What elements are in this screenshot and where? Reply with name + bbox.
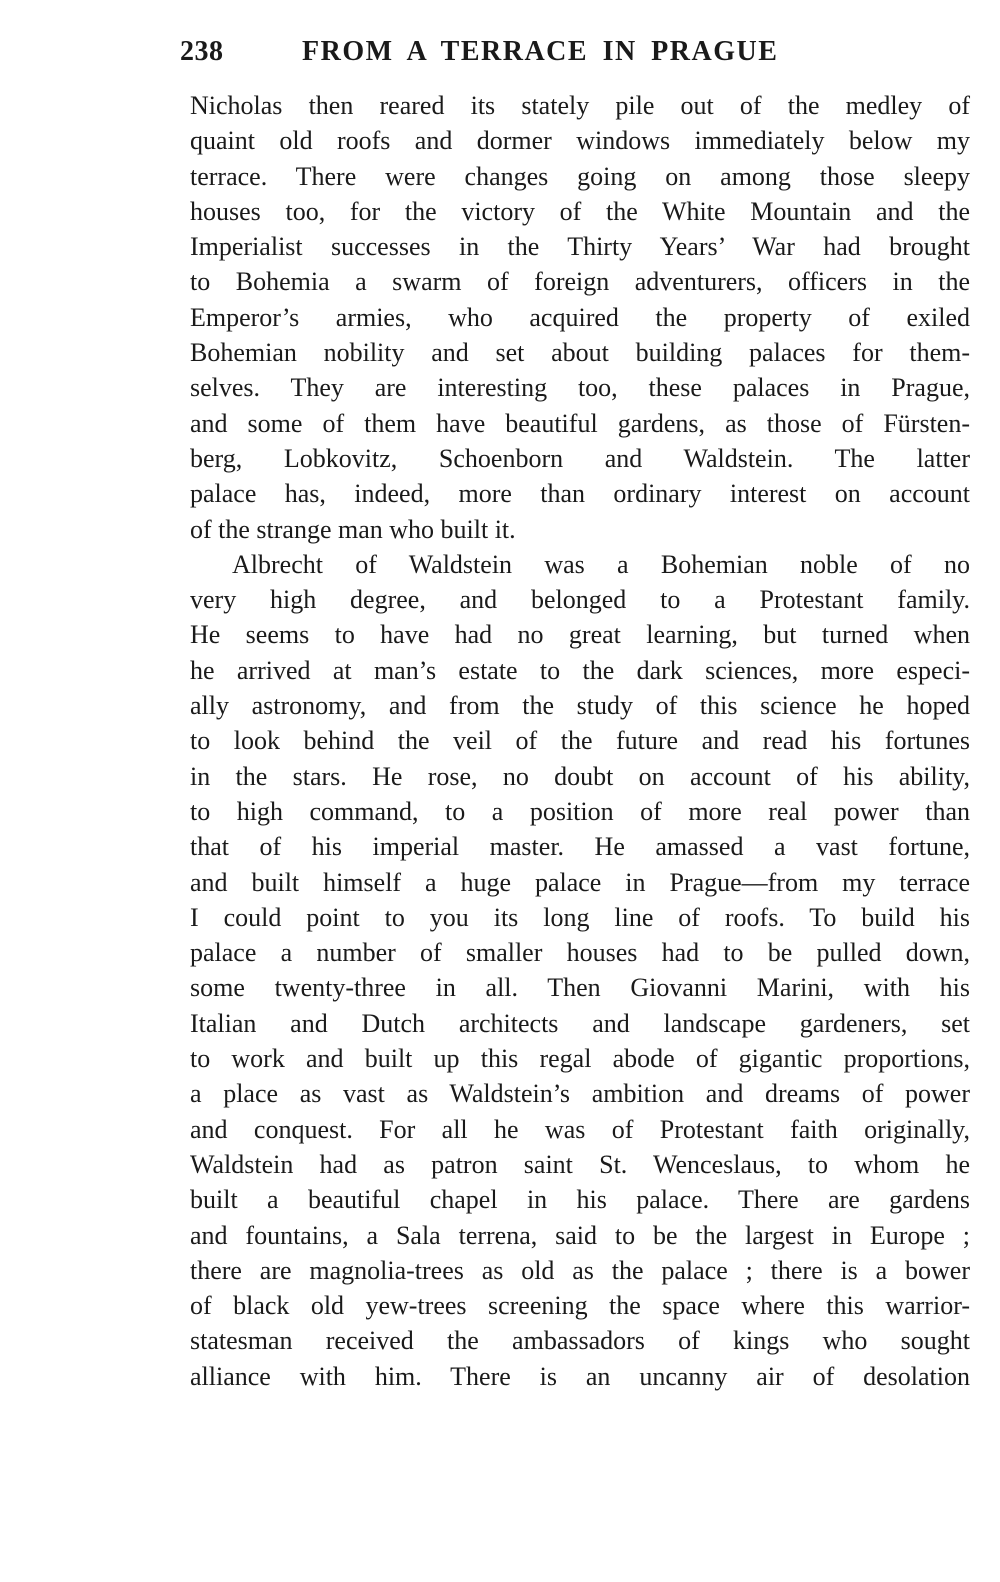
text-line: to work and built up this regal abode of gigantic proportions, — [190, 1044, 970, 1074]
text-line: houses too, for the victory of the White Mountain and the — [190, 196, 970, 226]
text-line: Emperor’s armies, who acquired the property of exiled — [190, 302, 970, 332]
text-line: of black old yew-trees screening the space where this warrior- — [190, 1291, 970, 1321]
text-line: ally astronomy, and from the study of this science he hoped — [190, 691, 970, 721]
text-line: berg, Lobkovitz, Schoenborn and Waldstein. The latter — [190, 443, 970, 473]
text-line: he arrived at man’s estate to the dark sciences, more especi- — [190, 655, 970, 685]
running-head — [180, 30, 970, 76]
text-line: Italian and Dutch architects and landscape gardeners, set — [190, 1008, 970, 1038]
text-line: of the strange man who built it. — [190, 514, 516, 544]
text-line: Waldstein had as patron saint St. Wenceslaus, to whom he — [190, 1149, 970, 1179]
text-line: palace has, indeed, more than ordinary interest on account — [190, 479, 970, 509]
text-line: there are magnolia-trees as old as the palace ; there is a bower — [190, 1255, 970, 1285]
text-line: very high degree, and belonged to a Protestant family. — [190, 585, 970, 615]
text-line: some twenty-three in all. Then Giovanni Marini, with his — [190, 973, 970, 1003]
text-line: statesman received the ambassadors of kings who sought — [190, 1326, 970, 1356]
text-line: Albrecht of Waldstein was a Bohemian noble of no — [232, 549, 970, 579]
text-line: Nicholas then reared its stately pile out of the medley of — [190, 91, 970, 120]
text-line: to high command, to a position of more real power than — [190, 796, 970, 826]
text-line: a place as vast as Waldstein’s ambition and dreams of power — [190, 1079, 970, 1109]
text-line: and fountains, a Sala terrena, said to be the largest in Europe ; — [190, 1220, 970, 1250]
text-line: to look behind the veil of the future and read his fortunes — [190, 726, 970, 756]
text-line: terrace. There were changes going on among those sleepy — [190, 161, 970, 191]
paragraph-container — [190, 88, 970, 1394]
text-line: I could point to you its long line of roofs. To build his — [190, 902, 970, 932]
text-line: and conquest. For all he was of Protestant faith originally, — [190, 1114, 970, 1144]
text-line: and some of them have beautiful gardens, as those of Fürsten- — [190, 408, 970, 438]
text-line: and built himself a huge palace in Prague—from my terrace — [190, 867, 970, 897]
paragraph — [190, 547, 970, 1394]
book-page — [180, 30, 970, 1394]
text-line: alliance with him. There is an uncanny air of desolation — [190, 1361, 970, 1391]
text-line: selves. They are interesting too, these palaces in Prague, — [190, 373, 970, 403]
text-line: quaint old roofs and dormer windows immediately below my — [190, 126, 970, 156]
text-line: He seems to have had no great learning, but turned when — [190, 620, 970, 650]
text-line: Imperialist successes in the Thirty Years’ War had brought — [190, 232, 970, 262]
text-line: Bohemian nobility and set about building palaces for them- — [190, 338, 970, 368]
text-line: palace a number of smaller houses had to be pulled down, — [190, 938, 970, 968]
page-number: 238 — [180, 36, 224, 67]
paragraph — [190, 88, 970, 547]
body-text — [190, 88, 970, 1394]
text-line: built a beautiful chapel in his palace. There are gardens — [190, 1185, 970, 1215]
text-line: to Bohemia a swarm of foreign adventurers, officers in the — [190, 267, 970, 297]
running-title: FROM A TERRACE IN PRAGUE — [302, 36, 779, 67]
text-line: that of his imperial master. He amassed a vast fortune, — [190, 832, 970, 862]
text-line: in the stars. He rose, no doubt on account of his ability, — [190, 761, 970, 791]
